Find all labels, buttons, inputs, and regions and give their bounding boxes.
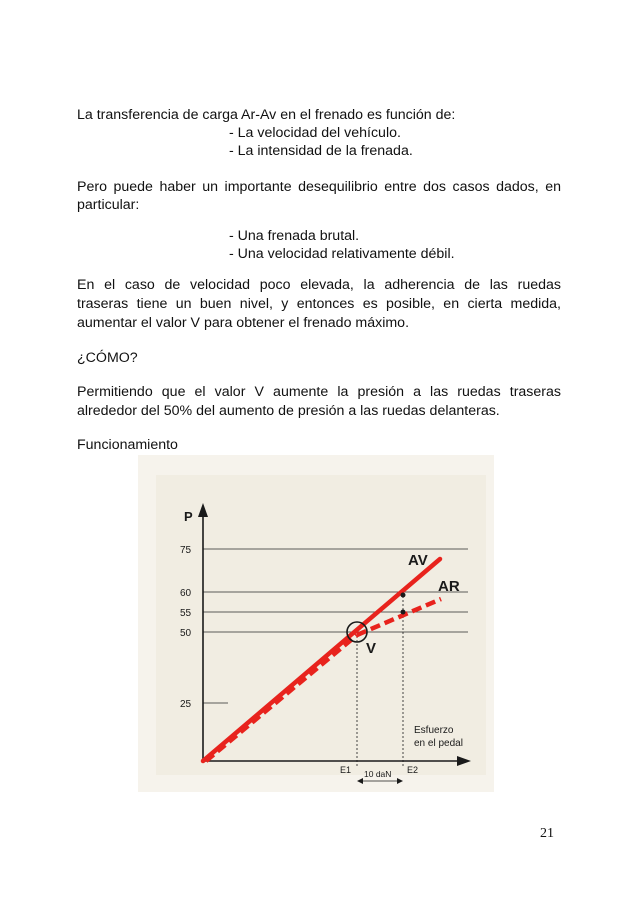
section-title: Funcionamiento [77, 437, 178, 453]
answer-line-2: alrededor del 50% del aumento de presión a las ruedas delanteras. [77, 403, 500, 419]
av-label: AV [408, 552, 428, 569]
y-tick-55: 55 [180, 608, 192, 619]
x-axis-label-1: Esfuerzo [414, 725, 454, 736]
y-tick-60: 60 [180, 588, 192, 599]
y-tick-75: 75 [180, 545, 192, 556]
page-number: 21 [540, 826, 554, 841]
y-axis-label: P [184, 509, 193, 524]
low-speed-line-1: En el caso de velocidad poco elevada, la adherencia de las ruedas [77, 277, 561, 293]
answer-line-1: Permitiendo que el valor V aumente la presión a las ruedas traseras [77, 384, 561, 400]
brake-pressure-figure [138, 455, 494, 792]
intro-item-1: - La velocidad del vehículo. [229, 125, 401, 141]
intro-item-2: - La intensidad de la frenada. [229, 143, 413, 159]
x-axis-label-2: en el pedal [414, 738, 463, 749]
low-speed-line-2: traseras tiene un buen nivel, y entonces es posible, en cierta medida, [77, 296, 561, 312]
e1-label: E1 [340, 765, 352, 775]
question: ¿CÓMO? [77, 350, 138, 366]
y-tick-25: 25 [180, 699, 192, 710]
ar-label: AR [438, 578, 460, 595]
e2-point [401, 593, 406, 598]
e2-label: E2 [407, 765, 419, 775]
v-label: V [366, 640, 377, 657]
intro-line: La transferencia de carga Ar-Av en el frenado es función de: [77, 107, 456, 123]
figure-svg [138, 455, 494, 792]
imbalance-item-1: - Una frenada brutal. [229, 228, 360, 244]
interval-label: 10 daN [364, 769, 392, 779]
e2-point-ar [401, 610, 406, 615]
low-speed-line-3: aumentar el valor V para obtener el frenado máximo. [77, 315, 410, 331]
imbalance-line-2: particular: [77, 197, 140, 213]
imbalance-line-1: Pero puede haber un importante desequilibrio entre dos casos dados, en [77, 179, 561, 195]
y-tick-50: 50 [180, 628, 192, 639]
imbalance-item-2: - Una velocidad relativamente débil. [229, 246, 455, 262]
